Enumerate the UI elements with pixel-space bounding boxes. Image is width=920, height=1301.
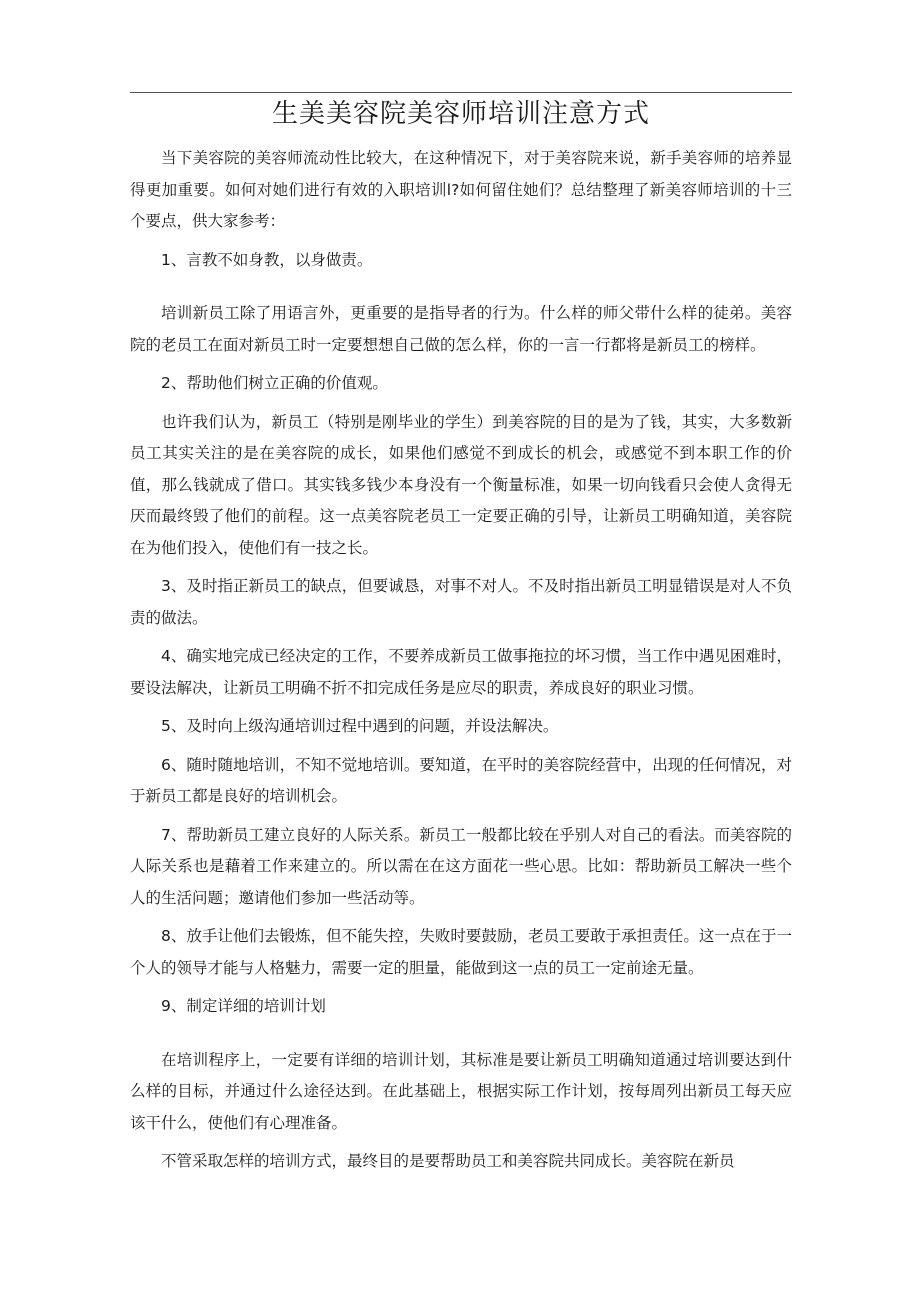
paragraph: 培训新员工除了用语言外，更重要的是指导者的行为。什么样的师父带什么样的徒弟。美容院的老员工在面对新员工时一定要想想自己做的怎么样，你的一言一行都将是新员工的榜样。 <box>130 304 792 354</box>
point-7: 7、帮助新员工建立良好的人际关系。新员工一般都比较在乎别人对自己的看法。而美容院的人际关系也是藉着工作来建立的。所以需在在这方面花一些心思。比如：帮助新员工解决一些个人的生活问题；邀请他们参加一些活动等。 <box>130 825 792 907</box>
point-heading-1: 1、言教不如身教，以身做责。 <box>161 250 373 269</box>
point-3: 3、及时指正新员工的缺点，但要诚恳，对事不对人。不及时指出新员工明显错误是对人不负责的做法。 <box>130 577 792 627</box>
point-8: 8、放手让他们去锻炼，但不能失控，失败时要鼓励，老员工要敢于承担责任。这一点在于一个人的领导才能与人格魅力，需要一定的胆量，能做到这一点的员工一定前途无量。 <box>130 927 792 977</box>
point-heading-9: 9、制定详细的培训计划 <box>161 997 326 1015</box>
header-rule <box>130 92 792 93</box>
paragraph-intro: 当下美容院的美容师流动性比较大，在这种情况下，对于美容院来说，新手美容师的培养显得更加重要。如何对她们进行有效的入职培训l?如何留住她们？总结整理了新美容师培训的十三个要点，供大家参考： <box>130 149 792 230</box>
document-title: 生美美容院美容师培训注意方式 <box>271 99 650 129</box>
point-6: 6、随时随地培训，不知不觉地培训。要知道，在平时的美容院经营中，出现的任何情况，对于新员工都是良好的培训机会。 <box>130 755 792 805</box>
document-body <box>130 143 792 1178</box>
paragraph: 在培训程序上，一定要有详细的培训计划，其标准是要让新员工明确知道通过培训要达到什么样的目标，并通过什么途径达到。在此基础上，根据实际工作计划，按每周列出新员工每天应该干什么，使他们有心理准备。 <box>130 1050 792 1132</box>
paragraph: 不管采取怎样的培训方式，最终目的是要帮助员工和美容院共同成长。美容院在新员 <box>161 1152 735 1170</box>
paragraph: 也许我们认为，新员工（特别是刚毕业的学生）到美容院的目的是为了钱，其实，大多数新员工其实关注的是在美容院的成长，如果他们感觉不到成长的机会，或感觉不到本职工作的价值，那么钱就成了借口。其实钱多钱少本身没有一个衡量标准，如果一切向钱看只会使人贪得无厌而最终毁了他们的前程。这一点美容院老员工一定要正确的引导，让新员工明确知道，美容院在为他们投入，使他们有一技之长。 <box>130 412 792 557</box>
point-5: 5、及时向上级沟通培训过程中遇到的问题，并设法解决。 <box>161 717 559 735</box>
point-heading-2: 2、帮助他们树立正确的价值观。 <box>161 374 388 392</box>
point-4: 4、确实地完成已经决定的工作，不要养成新员工做事拖拉的坏习惯，当工作中遇见困难时，要设法解决，让新员工明确不折不扣完成任务是应尽的职责，养成良好的职业习惯。 <box>130 647 792 697</box>
